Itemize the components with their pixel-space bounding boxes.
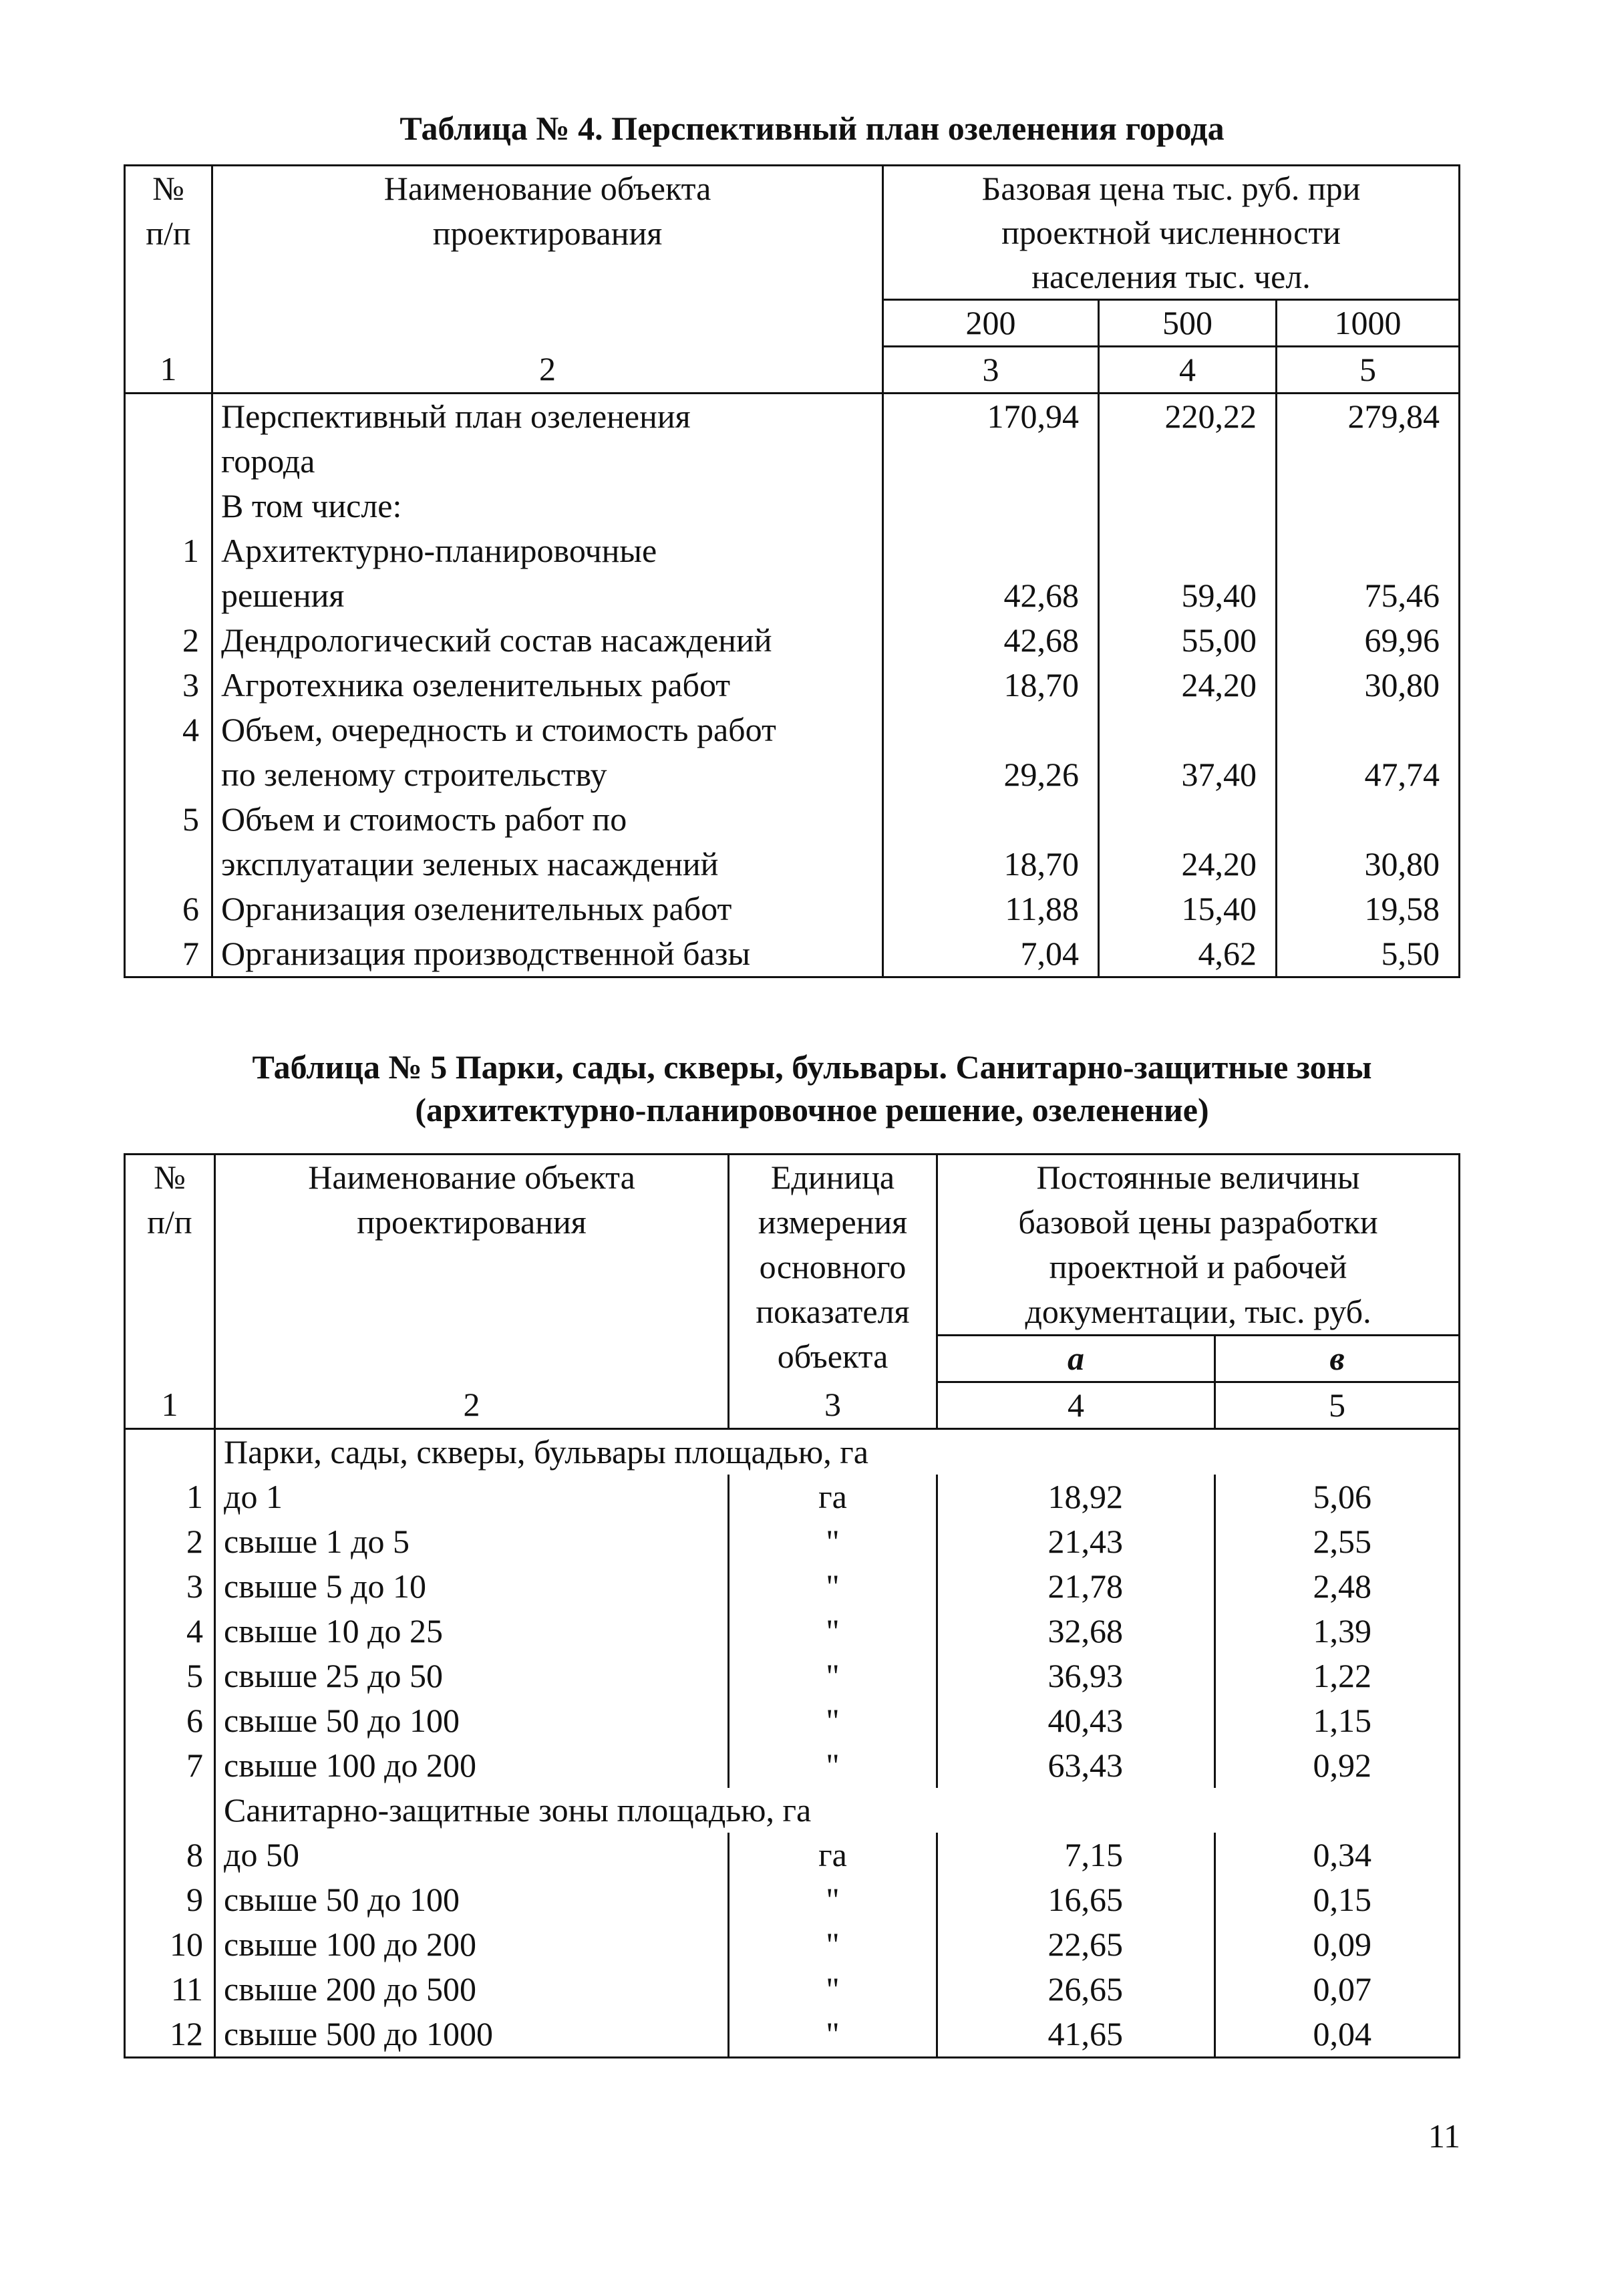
table5-cell-b: 2,55 — [1215, 1519, 1460, 1564]
table4-row — [125, 842, 1460, 887]
table4-cell-num: 7 — [125, 931, 212, 977]
table4-row — [125, 708, 1460, 752]
table4-cell-200: 42,68 — [883, 618, 1099, 663]
table4-cell-500: 24,20 — [1099, 663, 1277, 708]
table5-cell-a: 21,43 — [937, 1519, 1215, 1564]
table4-colnum-2: 2 — [212, 347, 883, 394]
table4-row — [125, 618, 1460, 663]
table4-cell-name: эксплуатации зеленых насаждений — [212, 842, 883, 887]
table4-cell-num: 2 — [125, 618, 212, 663]
table4-cell-200 — [883, 484, 1099, 528]
table4-row — [125, 663, 1460, 708]
table5-colnum-3: 3 — [729, 1382, 937, 1429]
table5-cell-name: свыше 25 до 50 — [215, 1654, 729, 1698]
table4-cell-name: Организация производственной базы — [212, 931, 883, 977]
table4-cell-1000: 75,46 — [1277, 573, 1460, 618]
table5-section-row — [125, 1788, 1460, 1833]
table5-cell-b: 0,34 — [1215, 1833, 1460, 1877]
table4-cell-500 — [1099, 797, 1277, 842]
table5-cell-b — [1215, 1429, 1460, 1475]
table5-cell-b: 0,07 — [1215, 1967, 1460, 2012]
table5-cell-name: до 50 — [215, 1833, 729, 1877]
table4-row — [125, 439, 1460, 484]
table4-row — [125, 484, 1460, 528]
table4-cell-name: Объем и стоимость работ по — [212, 797, 883, 842]
table4-header-price: Базовая цена тыс. руб. при проектной численности населения тыс. чел. — [883, 166, 1460, 300]
table5-title-line1: Таблица № 5 Парки, сады, скверы, бульвары. Санитарно-защитные зоны — [252, 1048, 1372, 1086]
table5-cell-num: 10 — [125, 1922, 215, 1967]
table5-cell-b: 2,48 — [1215, 1564, 1460, 1609]
table5-cell-a: 40,43 — [937, 1698, 1215, 1743]
table4-cell-500 — [1099, 708, 1277, 752]
table5-cell-a: 32,68 — [937, 1609, 1215, 1654]
table5-cell-num: 11 — [125, 1967, 215, 2012]
table5-cell-unit: " — [729, 1564, 937, 1609]
table5-section-title: Санитарно-защитные зоны площадью, га — [215, 1788, 937, 1833]
table4-cell-200: 7,04 — [883, 931, 1099, 977]
table4-row — [125, 887, 1460, 931]
table5-header-a: а — [937, 1336, 1215, 1382]
table5-section-row — [125, 1429, 1460, 1475]
table4-colnum-1: 1 — [125, 347, 212, 394]
table4-cell-name: по зеленому строительству — [212, 752, 883, 797]
table5-cell-num: 8 — [125, 1833, 215, 1877]
table5-cell-unit: " — [729, 1967, 937, 2012]
table5-cell-unit: " — [729, 1922, 937, 1967]
table5-cell-b — [1215, 1788, 1460, 1833]
table5-row — [125, 1877, 1460, 1922]
table5-cell-b: 0,15 — [1215, 1877, 1460, 1922]
table5-header-name: Наименование объекта проектирования — [215, 1155, 729, 1382]
table5-cell-name: свыше 50 до 100 — [215, 1877, 729, 1922]
table4-cell-200: 170,94 — [883, 394, 1099, 440]
table5-cell-b: 1,15 — [1215, 1698, 1460, 1743]
table4-cell-200 — [883, 528, 1099, 573]
table5-cell-b: 1,22 — [1215, 1654, 1460, 1698]
table4-header-name: Наименование объекта проектирования — [212, 166, 883, 347]
table4-cell-1000 — [1277, 439, 1460, 484]
table4-cell-num: 6 — [125, 887, 212, 931]
table5-cell-num: 3 — [125, 1564, 215, 1609]
table5-cell-name: свыше 50 до 100 — [215, 1698, 729, 1743]
table4-cell-500: 220,22 — [1099, 394, 1277, 440]
page-number: 11 — [1428, 2117, 1460, 2155]
table4-cell-200 — [883, 708, 1099, 752]
table4-cell-num — [125, 752, 212, 797]
table4-cell-1000 — [1277, 797, 1460, 842]
table5-cell-num: 12 — [125, 2012, 215, 2058]
table5-cell-num: 4 — [125, 1609, 215, 1654]
table4-cell-200 — [883, 439, 1099, 484]
table4-cell-500: 4,62 — [1099, 931, 1277, 977]
table5-header-const: Постоянные величины базовой цены разработки проектной и рабочей документации, тыс. руб. — [937, 1155, 1460, 1336]
table5-cell-b: 5,06 — [1215, 1475, 1460, 1519]
table4-cell-num: 4 — [125, 708, 212, 752]
table4-cell-1000: 30,80 — [1277, 842, 1460, 887]
table5-title-line2: (архитектурно-планировочное решение, озеленение) — [415, 1091, 1209, 1128]
table4-cell-1000: 30,80 — [1277, 663, 1460, 708]
table5-cell-unit: " — [729, 1743, 937, 1788]
table5-colnum-5: 5 — [1215, 1382, 1460, 1429]
table5-cell-num: 9 — [125, 1877, 215, 1922]
table5-row — [125, 1654, 1460, 1698]
table5-header-b: в — [1215, 1336, 1460, 1382]
table4-cell-name: города — [212, 439, 883, 484]
table5-row — [125, 1564, 1460, 1609]
table5-colnum-2: 2 — [215, 1382, 729, 1429]
table4-cell-num: 1 — [125, 528, 212, 573]
table4-row — [125, 528, 1460, 573]
table4-cell-1000: 47,74 — [1277, 752, 1460, 797]
table4-header-pop-200: 200 — [883, 300, 1099, 347]
table5-cell-unit: " — [729, 2012, 937, 2058]
table5-cell-num: 1 — [125, 1475, 215, 1519]
table4-cell-1000 — [1277, 484, 1460, 528]
table5-cell-name: свыше 100 до 200 — [215, 1922, 729, 1967]
table4-cell-name: Дендрологический состав насаждений — [212, 618, 883, 663]
table5-cell-num: 2 — [125, 1519, 215, 1564]
table5-cell-num: 5 — [125, 1654, 215, 1698]
table5-header-unit: Единица измерения основного показателя объекта — [729, 1155, 937, 1382]
table5-cell-unit: га — [729, 1475, 937, 1519]
table5-colnum-4: 4 — [937, 1382, 1215, 1429]
table4-cell-1000 — [1277, 708, 1460, 752]
table5-row — [125, 1698, 1460, 1743]
table5-cell-a — [937, 1429, 1215, 1475]
table5-cell-b: 0,92 — [1215, 1743, 1460, 1788]
table4-cell-num — [125, 484, 212, 528]
table5-cell-unit: " — [729, 1519, 937, 1564]
table5-section-title: Парки, сады, скверы, бульвары площадью, га — [215, 1429, 937, 1475]
table5-cell-a: 16,65 — [937, 1877, 1215, 1922]
table4-cell-1000 — [1277, 528, 1460, 573]
table4-cell-name: Архитектурно-планировочные — [212, 528, 883, 573]
table5-cell-name: свыше 5 до 10 — [215, 1564, 729, 1609]
table5-row — [125, 1475, 1460, 1519]
table4-cell-200: 18,70 — [883, 842, 1099, 887]
table5-row — [125, 1743, 1460, 1788]
table5-cell-a — [937, 1788, 1215, 1833]
table4-row — [125, 752, 1460, 797]
table4-cell-1000: 19,58 — [1277, 887, 1460, 931]
table4-colnum-5: 5 — [1277, 347, 1460, 394]
table5-cell-num — [125, 1429, 215, 1475]
table5-row — [125, 1922, 1460, 1967]
table4-header-num: № п/п — [125, 166, 212, 347]
table4-row — [125, 394, 1460, 440]
table4-cell-500 — [1099, 439, 1277, 484]
table4-cell-name: В том числе: — [212, 484, 883, 528]
table5-cell-name: до 1 — [215, 1475, 729, 1519]
table4-cell-500 — [1099, 528, 1277, 573]
table5-cell-name: свыше 10 до 25 — [215, 1609, 729, 1654]
table4-cell-500: 59,40 — [1099, 573, 1277, 618]
table5-cell-b: 0,04 — [1215, 2012, 1460, 2058]
table4-header-pop-1000: 1000 — [1277, 300, 1460, 347]
table4-cell-name: Агротехника озеленительных работ — [212, 663, 883, 708]
table5 — [124, 1153, 1460, 2058]
table5-cell-a: 63,43 — [937, 1743, 1215, 1788]
table4-row — [125, 931, 1460, 977]
table4-cell-name: Организация озеленительных работ — [212, 887, 883, 931]
table4-cell-200: 18,70 — [883, 663, 1099, 708]
table5-cell-unit: " — [729, 1698, 937, 1743]
table5-cell-b: 0,09 — [1215, 1922, 1460, 1967]
table4-cell-1000: 69,96 — [1277, 618, 1460, 663]
table5-cell-num: 7 — [125, 1743, 215, 1788]
table5-colnum-1: 1 — [125, 1382, 215, 1429]
table4-cell-200 — [883, 797, 1099, 842]
table5-cell-b: 1,39 — [1215, 1609, 1460, 1654]
table5-cell-unit: " — [729, 1654, 937, 1698]
table5-row — [125, 1519, 1460, 1564]
table4-title: Таблица № 4. Перспективный план озеленения города — [399, 110, 1225, 147]
table4-cell-name: Перспективный план озеленения — [212, 394, 883, 440]
table5-cell-a: 41,65 — [937, 2012, 1215, 2058]
table5-row — [125, 1967, 1460, 2012]
table5-cell-a: 7,15 — [937, 1833, 1215, 1877]
table5-cell-a: 22,65 — [937, 1922, 1215, 1967]
table4-cell-500 — [1099, 484, 1277, 528]
table4-cell-1000: 5,50 — [1277, 931, 1460, 977]
table4-cell-200: 42,68 — [883, 573, 1099, 618]
table5-cell-num — [125, 1788, 215, 1833]
table4-row — [125, 797, 1460, 842]
table5-cell-a: 36,93 — [937, 1654, 1215, 1698]
table4-colnum-4: 4 — [1099, 347, 1277, 394]
table4-cell-500: 15,40 — [1099, 887, 1277, 931]
table4-cell-200: 29,26 — [883, 752, 1099, 797]
table4-cell-num — [125, 842, 212, 887]
table5-cell-unit: га — [729, 1833, 937, 1877]
table5-cell-a: 21,78 — [937, 1564, 1215, 1609]
table4-cell-name: решения — [212, 573, 883, 618]
table5-cell-unit: " — [729, 1609, 937, 1654]
table4-cell-num: 3 — [125, 663, 212, 708]
table4-cell-200: 11,88 — [883, 887, 1099, 931]
table4-colnum-3: 3 — [883, 347, 1099, 394]
table5-cell-num: 6 — [125, 1698, 215, 1743]
table4-cell-num — [125, 394, 212, 440]
table5-cell-a: 18,92 — [937, 1475, 1215, 1519]
table5-cell-a: 26,65 — [937, 1967, 1215, 2012]
table4-header-pop-500: 500 — [1099, 300, 1277, 347]
table5-header-num: № п/п — [125, 1155, 215, 1382]
table5-cell-name: свыше 1 до 5 — [215, 1519, 729, 1564]
table4-cell-num — [125, 439, 212, 484]
table4-cell-500: 55,00 — [1099, 618, 1277, 663]
table4-cell-num — [125, 573, 212, 618]
table5-cell-name: свыше 100 до 200 — [215, 1743, 729, 1788]
table5-row — [125, 1609, 1460, 1654]
table4-cell-1000: 279,84 — [1277, 394, 1460, 440]
table5-cell-name: свыше 500 до 1000 — [215, 2012, 729, 2058]
table5-row — [125, 1833, 1460, 1877]
table4-cell-num: 5 — [125, 797, 212, 842]
table4-cell-name: Объем, очередность и стоимость работ — [212, 708, 883, 752]
table4 — [124, 164, 1460, 978]
table4-cell-500: 24,20 — [1099, 842, 1277, 887]
table5-cell-unit: " — [729, 1877, 937, 1922]
table5-row — [125, 2012, 1460, 2058]
table4-cell-500: 37,40 — [1099, 752, 1277, 797]
table4-row — [125, 573, 1460, 618]
table5-cell-name: свыше 200 до 500 — [215, 1967, 729, 2012]
